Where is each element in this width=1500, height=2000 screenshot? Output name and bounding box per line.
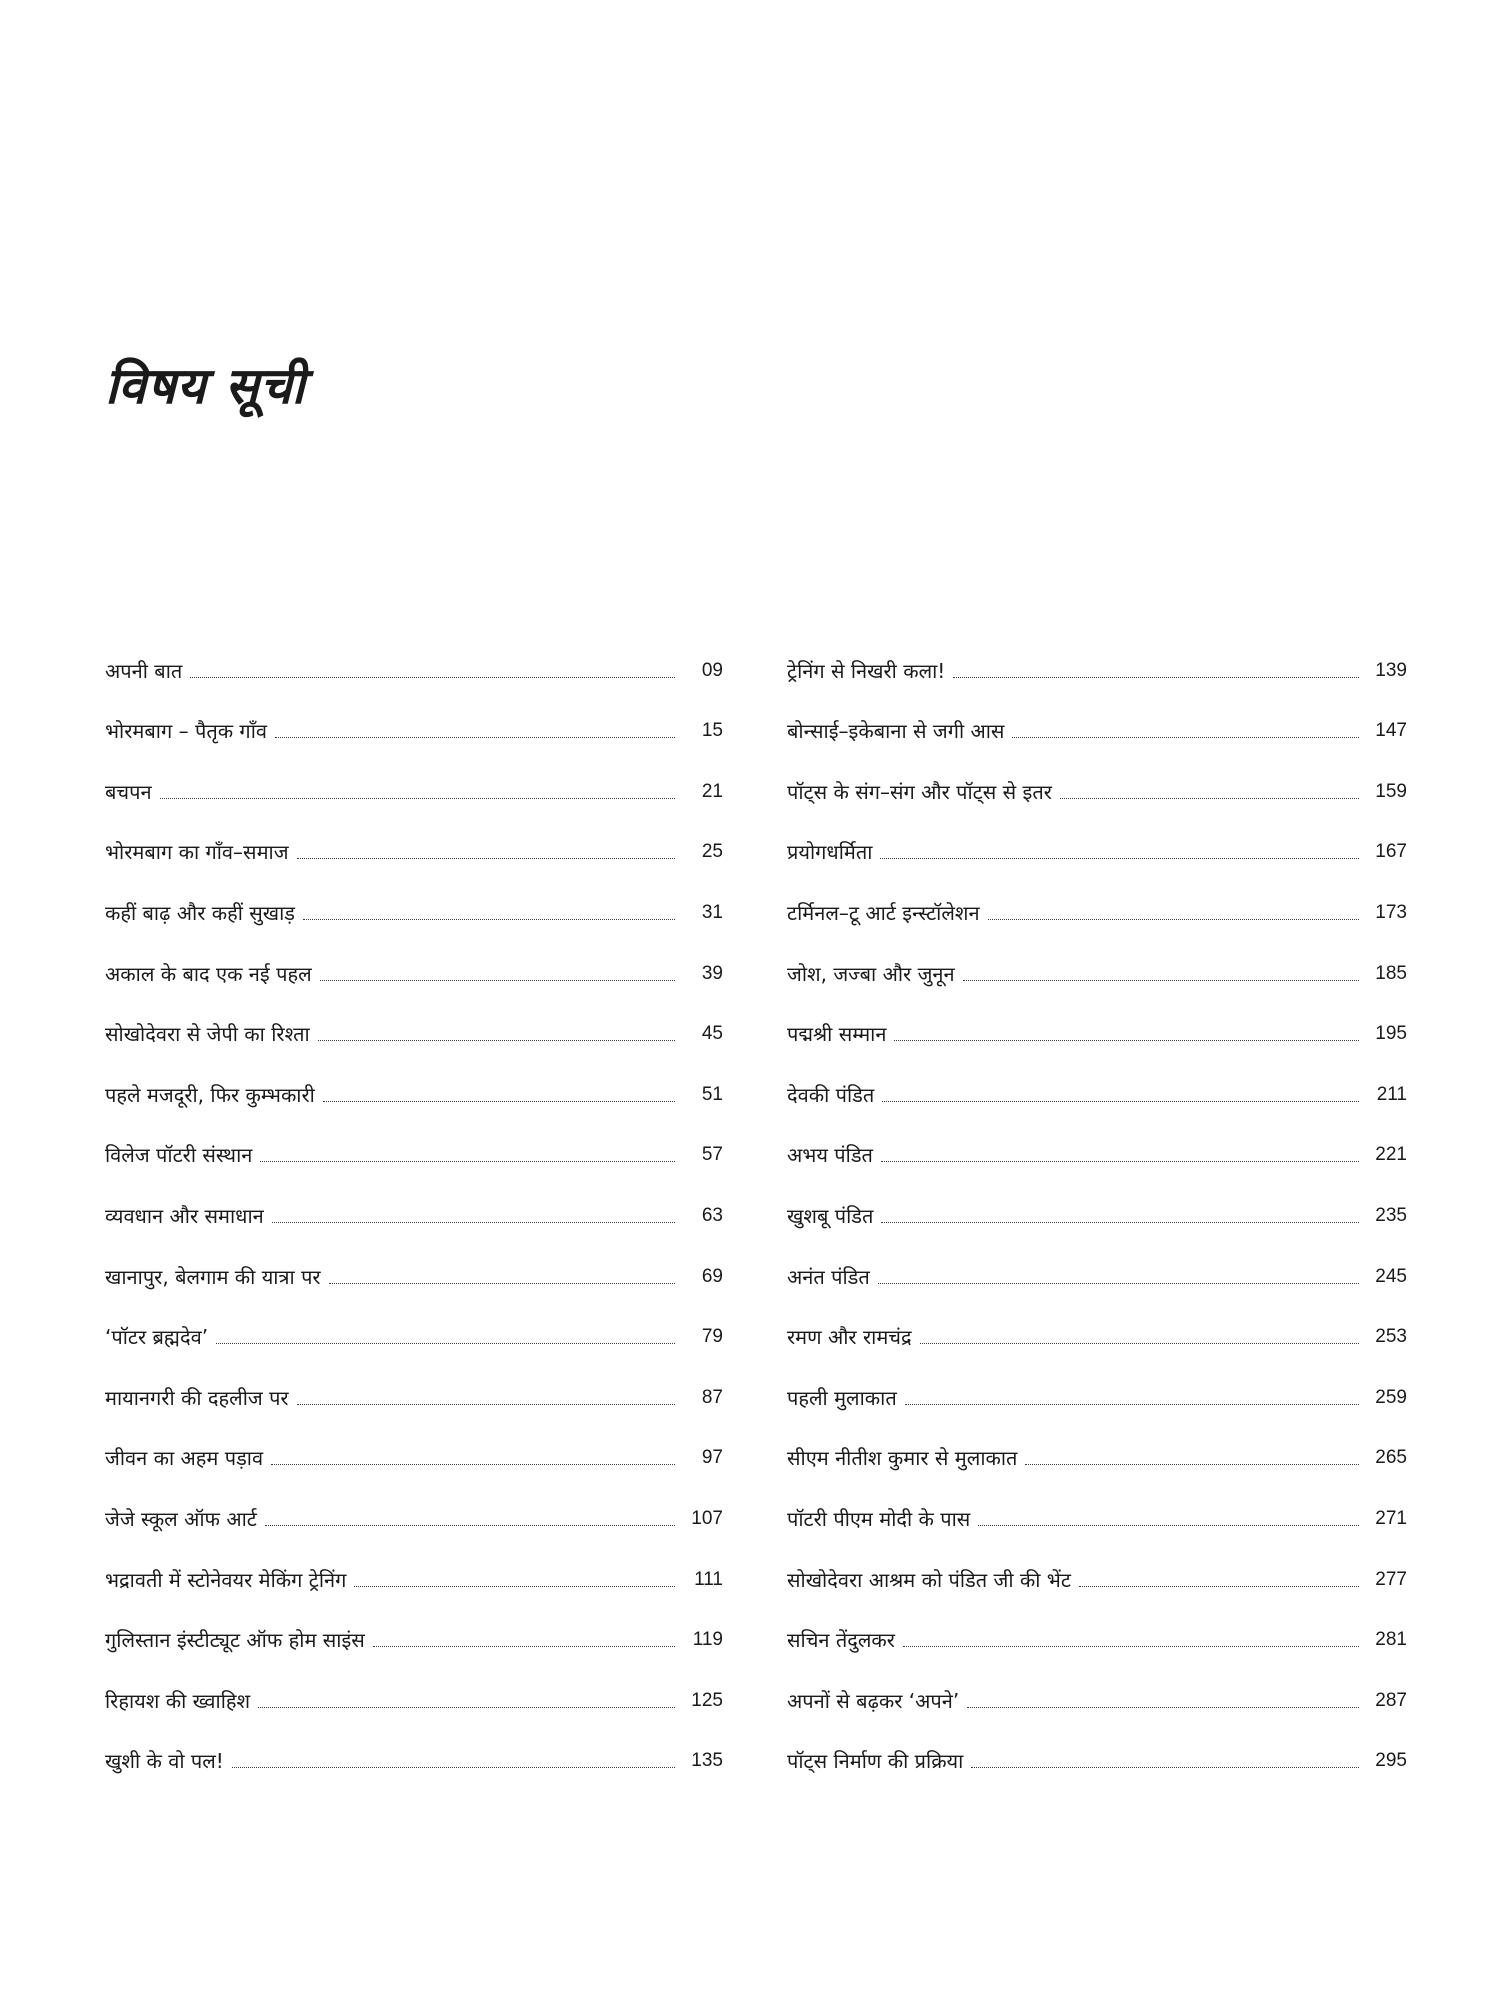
toc-entry-page-number: 211 [1376,1083,1407,1105]
dot-leader [1060,798,1359,799]
toc-entry-page-number: 173 [1375,901,1407,923]
toc-entry-title: भद्रावती में स्टोनेवयर मेकिंग ट्रेनिंग [105,1567,347,1592]
toc-entry[interactable] [787,1228,1407,1289]
dot-leader [265,1525,675,1526]
dot-leader [988,919,1359,920]
toc-entry-page-number: 57 [701,1144,723,1166]
toc-entry-page-number: 235 [1375,1204,1407,1226]
dot-leader [978,1525,1359,1526]
toc-entry-page-number: 51 [701,1083,723,1105]
toc-entry-title: टर्मिनल–टू आर्ट इन्स्टॉलेशन [787,900,980,925]
toc-entry-page-number: 277 [1375,1568,1407,1590]
toc-entry[interactable] [787,1107,1407,1168]
toc-entry-page-number: 295 [1375,1750,1407,1772]
dot-leader [882,1101,1359,1102]
toc-entry-page-number: 69 [701,1265,723,1287]
toc-entry[interactable] [105,1410,723,1471]
dot-leader [1025,1464,1359,1465]
dot-leader [894,1040,1359,1041]
toc-entry-page-number: 09 [701,659,723,681]
dot-leader [881,1161,1359,1162]
dot-leader [258,1707,675,1708]
toc-entry-page-number: 21 [701,780,723,802]
dot-leader [880,858,1359,859]
toc-entry-title: ट्रेनिंग से निखरी कला! [787,658,946,683]
toc-entry[interactable] [787,743,1407,804]
toc-entry[interactable] [787,683,1407,744]
toc-entry-page-number: 31 [701,901,723,923]
toc-entry-title: अपनों से बढ़कर ‘अपने’ [787,1688,960,1713]
dot-leader [303,919,675,920]
toc-entry[interactable] [787,622,1407,683]
toc-column-right [787,622,1407,1773]
dot-leader [323,1101,675,1102]
toc-entry[interactable] [787,986,1407,1047]
toc-entry-title: पहले मजदूरी, फिर कुम्भकारी [105,1082,315,1107]
toc-entry-title: अकाल के बाद एक नई पहल [105,961,312,986]
toc-entry[interactable] [105,1470,723,1531]
toc-entry-title: सचिन तेंदुलकर [787,1628,895,1653]
toc-entry-title: पद्मश्री सम्मान [787,1022,887,1047]
toc-entry-title: ‘पॉटर ब्रह्मदेव’ [105,1325,209,1350]
toc-entry-page-number: 15 [701,720,723,742]
toc-entry-page-number: 107 [691,1507,723,1529]
toc-entry[interactable] [105,1167,723,1228]
toc-entry[interactable] [105,1652,723,1713]
toc-entry-page-number: 221 [1375,1144,1407,1166]
dot-leader [260,1161,675,1162]
toc-entry[interactable] [105,1531,723,1592]
dot-leader [354,1586,675,1587]
toc-entry-title: कहीं बाढ़ और कहीं सुखाड़ [105,900,296,925]
toc-entry-title: रिहायश की ख्वाहिश [105,1688,251,1713]
dot-leader [160,798,675,799]
toc-entry-page-number: 79 [701,1326,723,1348]
toc-entry-page-number: 25 [701,841,723,863]
toc-entry-title: खुशबू पंडित [787,1203,874,1228]
toc-entry-page-number: 287 [1375,1689,1407,1711]
toc-entry-title: पहली मुलाकात [787,1385,897,1410]
dot-leader [373,1646,675,1647]
toc-entry[interactable] [787,1046,1407,1107]
dot-leader [920,1343,1359,1344]
dot-leader [971,1767,1359,1768]
toc-entry-page-number: 167 [1375,841,1407,863]
dot-leader [1079,1586,1359,1587]
toc-entry-page-number: 253 [1375,1326,1407,1348]
toc-entry-page-number: 281 [1375,1629,1407,1651]
toc-entry-title: जेजे स्कूल ऑफ आर्ट [105,1506,257,1531]
dot-leader [232,1767,675,1768]
toc-entry-title: मायानगरी की दहलीज पर [105,1385,289,1410]
toc-entry[interactable] [105,986,723,1047]
toc-entry[interactable] [105,804,723,865]
dot-leader [905,1404,1359,1405]
toc-entry[interactable] [787,1410,1407,1471]
toc-entry[interactable] [787,864,1407,925]
toc-entry[interactable] [105,925,723,986]
toc-entry-page-number: 265 [1375,1447,1407,1469]
dot-leader [878,1283,1359,1284]
toc-entry-title: पॉट्स के संग–संग और पॉट्स से इतर [787,779,1052,804]
dot-leader [297,1404,675,1405]
toc-entry[interactable] [787,804,1407,865]
toc-entry-page-number: 195 [1375,1023,1407,1045]
dot-leader [216,1343,675,1344]
toc-entry[interactable] [787,1652,1407,1713]
toc-entry-title: खुशी के वो पल! [105,1749,224,1774]
toc-entry-title: जोश, जज्बा और जुनून [787,961,955,986]
toc-entry-page-number: 159 [1375,780,1407,802]
toc-entry[interactable] [787,1531,1407,1592]
toc-entry[interactable] [787,1713,1407,1774]
toc-entry[interactable] [105,1349,723,1410]
toc-entry-title: व्यवधान और समाधान [105,1203,264,1228]
dot-leader [953,677,1359,678]
toc-entry[interactable] [787,1592,1407,1653]
toc-entry-page-number: 39 [701,962,723,984]
toc-entry-page-number: 119 [692,1629,723,1651]
dot-leader [318,1040,675,1041]
toc-entry-title: भोरमबाग का गाँव–समाज [105,840,289,865]
toc-entry[interactable] [105,1046,723,1107]
toc-entry-page-number: 45 [701,1023,723,1045]
toc-entry-title: सोखोदेवरा से जेपी का रिश्ता [105,1022,310,1047]
toc-entry[interactable] [105,1592,723,1653]
toc-entry[interactable] [787,925,1407,986]
toc-entry[interactable] [105,1107,723,1168]
toc-column-left [105,622,723,1773]
toc-entry-title: जीवन का अहम पड़ाव [105,1446,264,1471]
toc-entry-title: प्रयोगधर्मिता [787,840,873,865]
dot-leader [272,1222,675,1223]
toc-entry-page-number: 185 [1375,962,1407,984]
toc-entry-title: देवकी पंडित [787,1082,875,1107]
toc-entry-title: अभय पंडित [787,1143,873,1168]
toc-entry-title: खानापुर, बेलगाम की यात्रा पर [105,1264,321,1289]
page-title: विषय सूची [105,356,306,415]
dot-leader [275,737,675,738]
toc-entry-page-number: 125 [691,1689,723,1711]
toc-entry[interactable] [787,1167,1407,1228]
toc-entry-title: विलेज पॉटरी संस्थान [105,1143,253,1168]
toc-entry[interactable] [787,1289,1407,1350]
dot-leader [967,1707,1359,1708]
toc-entry[interactable] [105,622,723,683]
dot-leader [271,1464,675,1465]
toc-entry-page-number: 271 [1375,1507,1407,1529]
toc-entry-title: अनंत पंडित [787,1264,870,1289]
dot-leader [329,1283,675,1284]
dot-leader [1012,737,1359,738]
toc-entry-title: गुलिस्तान इंस्टीट्यूट ऑफ होम साइंस [105,1628,365,1653]
toc-entry-page-number: 97 [701,1447,723,1469]
toc-entry-page-number: 245 [1375,1265,1407,1287]
toc-entry-page-number: 147 [1375,720,1407,742]
toc-entry-title: बोन्साई–इकेबाना से जगी आस [787,719,1005,744]
dot-leader [903,1646,1359,1647]
dot-leader [963,980,1359,981]
toc-entry[interactable] [105,683,723,744]
toc-entry-page-number: 63 [701,1204,723,1226]
toc-entry[interactable] [787,1470,1407,1531]
toc-entry[interactable] [787,1349,1407,1410]
toc-entry-title: बचपन [105,779,152,804]
toc-entry-title: सोखोदेवरा आश्रम को पंडित जी की भेंट [787,1567,1071,1592]
toc-entry-title: भोरमबाग – पैतृक गाँव [105,719,267,744]
toc-entry-page-number: 139 [1375,659,1407,681]
toc-entry-title: पॉट्स निर्माण की प्रक्रिया [787,1749,964,1774]
toc-entry[interactable] [105,864,723,925]
toc-entry[interactable] [105,1289,723,1350]
dot-leader [190,677,675,678]
toc-entry-title: रमण और रामचंद्र [787,1325,912,1350]
toc-entry-page-number: 259 [1375,1386,1407,1408]
toc-entry-page-number: 87 [701,1386,723,1408]
dot-leader [881,1222,1359,1223]
toc-entry-page-number: 111 [694,1568,723,1590]
toc-entry[interactable] [105,1713,723,1774]
toc-entry[interactable] [105,1228,723,1289]
toc-entry-title: अपनी बात [105,658,183,683]
dot-leader [320,980,675,981]
toc-entry-title: सीएम नीतीश कुमार से मुलाकात [787,1446,1018,1471]
toc-entry-page-number: 135 [691,1750,723,1772]
toc-entry-title: पॉटरी पीएम मोदी के पास [787,1506,971,1531]
toc-entry[interactable] [105,743,723,804]
dot-leader [297,858,675,859]
